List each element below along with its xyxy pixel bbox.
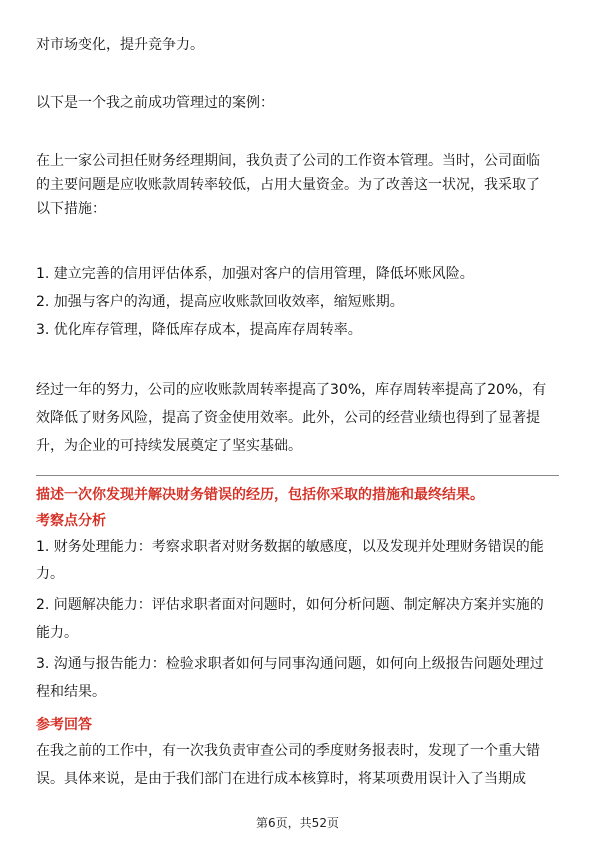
intro-tail-text: 对市场变化，提升竞争力。 — [36, 37, 204, 53]
case-paragraph-line: 在上一家公司担任财务经理期间，我负责了公司的工作资本管理。当时，公司面临 — [36, 153, 540, 169]
result-paragraph-line: 效降低了财务风险，提高了资金使用效率。此外，公司的经营业绩也得到了显著提 — [36, 410, 540, 426]
answer-paragraph-line: 在我之前的工作中，有一次我负责审查公司的季度财务报表时，发现了一个重大错 — [36, 743, 540, 759]
page-footer: 第6页，共52页 — [256, 816, 339, 830]
analysis-item-line: 力。 — [36, 566, 64, 582]
measure-item: 1. 建立完善的信用评估体系，加强对客户的信用管理，降低坏账风险。 — [36, 266, 474, 282]
case-intro-text: 以下是一个我之前成功管理过的案例： — [36, 95, 274, 111]
result-paragraph-line: 升，为企业的可持续发展奠定了坚实基础。 — [36, 438, 302, 454]
analysis-item-line: 3. 沟通与报告能力：检验求职者如何与同事沟通问题，如何向上级报告问题处理过 — [36, 656, 544, 672]
analysis-item-line: 能力。 — [36, 625, 78, 641]
case-paragraph-line: 以下措施： — [36, 201, 106, 217]
analysis-item-line: 1. 财务处理能力：考察求职者对财务数据的敏感度，以及发现并处理财务错误的能 — [36, 539, 544, 555]
case-paragraph-line: 的主要问题是应收账款周转率较低，占用大量资金。为了改善这一状况，我采取了 — [36, 177, 540, 193]
section-divider — [36, 475, 559, 476]
answer-paragraph-line: 误。具体来说，是由于我们部门在进行成本核算时，将某项费用误计入了当期成 — [36, 771, 526, 787]
answer-heading: 参考回答 — [36, 717, 92, 733]
question-heading: 描述一次你发现并解决财务错误的经历，包括你采取的措施和最终结果。 — [36, 487, 484, 503]
analysis-heading: 考察点分析 — [36, 513, 106, 529]
analysis-item-line: 程和结果。 — [36, 684, 106, 700]
measure-item: 2. 加强与客户的沟通，提高应收账款回收效率，缩短账期。 — [36, 294, 404, 310]
result-paragraph-line: 经过一年的努力，公司的应收账款周转率提高了30%，库存周转率提高了20%，有 — [36, 382, 547, 398]
analysis-item-line: 2. 问题解决能力：评估求职者面对问题时，如何分析问题、制定解决方案并实施的 — [36, 597, 544, 613]
measure-item: 3. 优化库存管理，降低库存成本，提高库存周转率。 — [36, 322, 362, 338]
